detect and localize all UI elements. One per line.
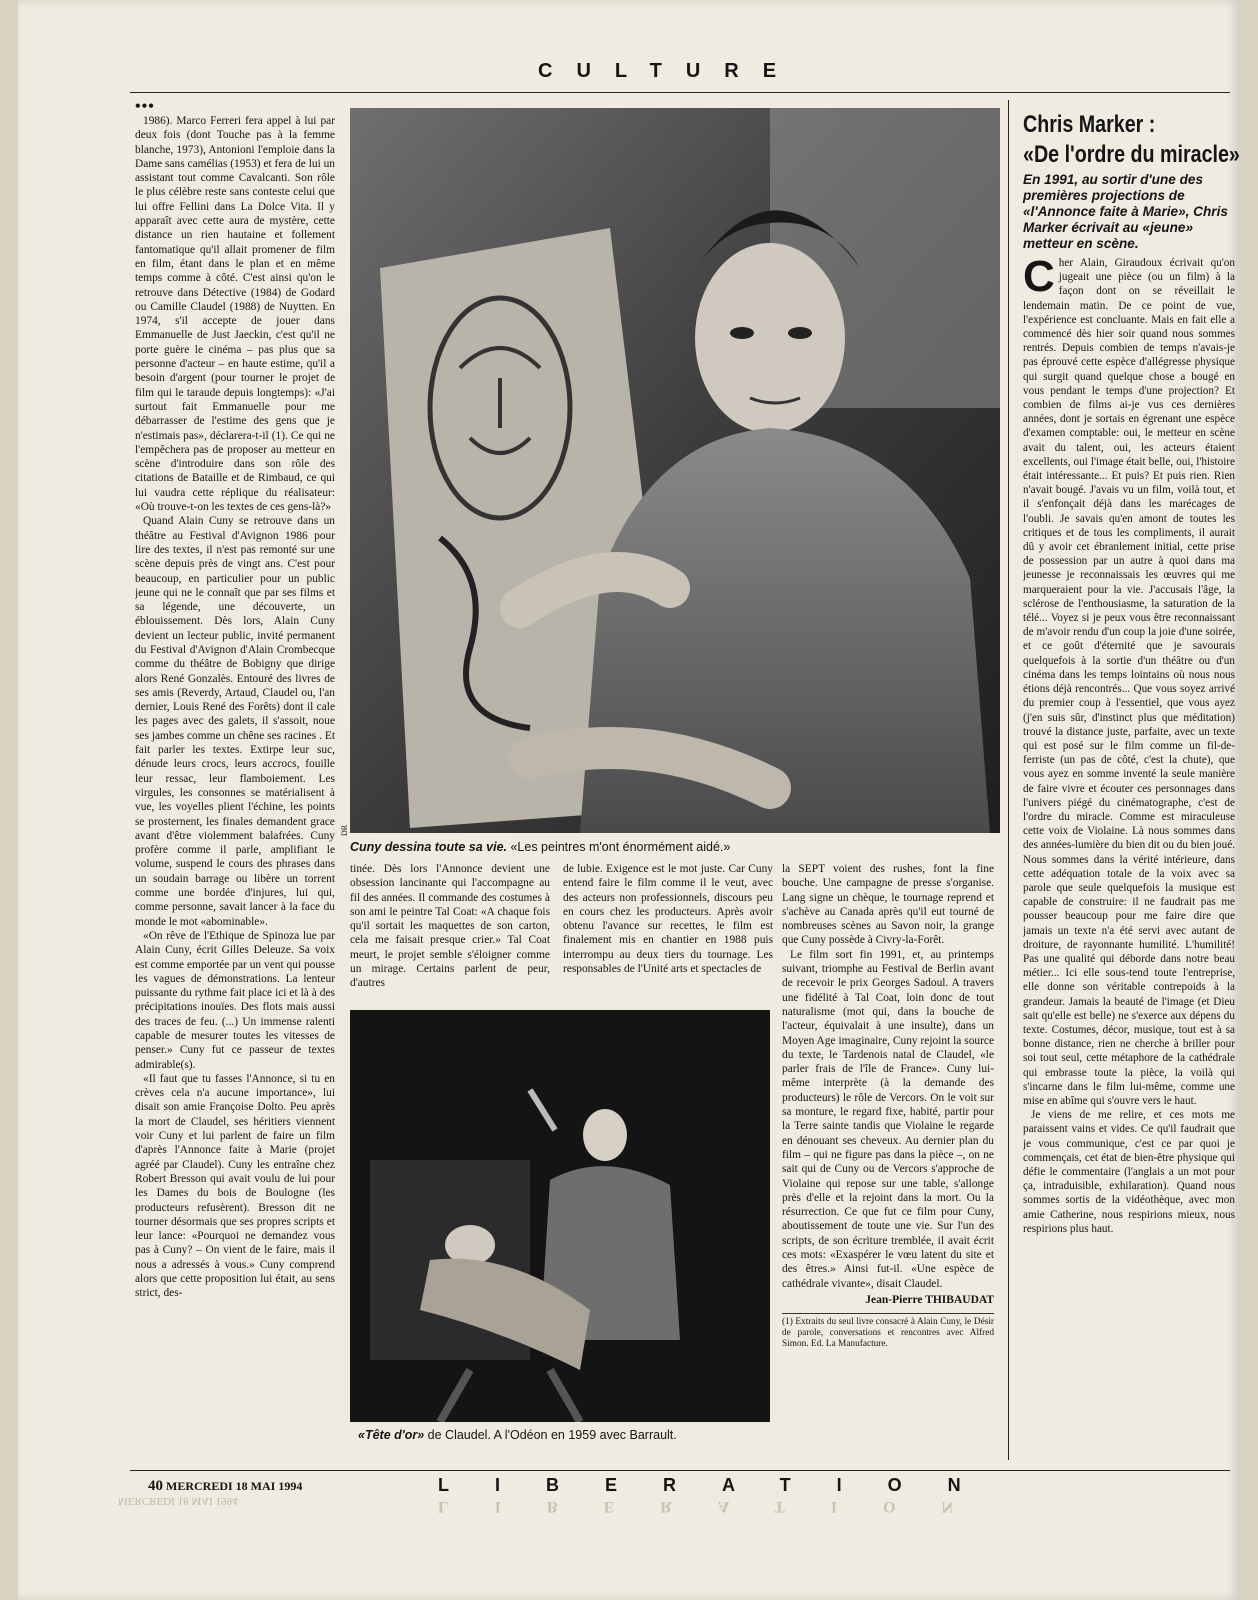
section-header: CULTURE [538,60,801,82]
paragraph: la SEPT voient des rushes, font la fine bouche. Une campagne de presse s'organise. Lang signe un chèque, le tournage reprend et s'achève au Canada après qu'il eut tourné de nombreuses scènes au Savon noir, la grange que Cuny possède à Civry-la-Forêt. [782,863,994,947]
stage-illustration [350,1010,770,1422]
footer-rule [130,1470,1230,1471]
newspaper-page [18,0,1240,1600]
paragraph: 1986). Marco Ferreri fera appel à lui par deux fois (dont Touche pas à la femme blanche, 1973), Antonioni l'emploie dans la Dame sans camélias (1953) et fera de lui un assistant tout comme Cavalcanti. Son rôle le plus célèbre reste sans conteste celui que lui offre Fellini dans La Dolce Vita. Il y apparaît avec cette aura de mystère, cette distance un rien hautaine et follement fantomatique qu'il allait promener de film en film, étant dans le plan et en même temps comme à côté. C'est ainsi qu'on le retrouve dans Détective (1984) de Godard ou Camille Claudel (1988) de Nuytten. En 1974, s'il accepte de jouer dans Emmanuelle de Just Jaeckin, c'est qu'il ne porte guère le cinéma – pas plus que sa personne d'acteur – en haute estime, qu'il a besoin d'argent (pour tourner le projet de film qui le taraude depuis longtemps): «J'ai surtout fait Emmanuelle pour me débarrasser de l'estime des gens que je n'estimais pas», déclarera-t-il (1). Ce qui ne l'empêchera pas de proposer au metteur en scène d'introduire dans son rôle des citations de Bataille et de Rimbaud, ce qui lui vaudra cette réplique du réalisateur: «Où trouve-t-on les textes de ces gens-là?» [135,115,335,514]
sidebar-deck: En 1991, au sortir d'une des premières projections de «l'Annonce faite à Marie», Chris Marker écrivait au «jeune» metteur en scène. [1023,172,1228,251]
article-column-4 [782,862,994,1350]
caption-text: de Claudel. A l'Odéon en 1959 avec Barrault. [424,1428,677,1442]
paragraph: «Il faut que tu fasses l'Annonce, si tu en crèves cela n'a aucune importance», lui disait son amie Françoise Dolto. Peu après la mort de Claudel, ses héritiers viennent voir Cuny et lui parlent de faire un film d'après l'Annonce faite à Marie (projet agréé par Claudel). Cuny les entraîne chez Robert Bresson qui avait voulu de lui pour les Dames du bois de Boulogne (les producteurs refusèrent). Bresson dit ne tourner désormais que ses propres scripts et leur lance: «Pourquoi ne demandez vous pas à Cuny? – On vient de le faire, mais il nous a adressés à vous.» Cuny comprend alors que cette proposition lui était, au sens strict, des- [135,1072,335,1300]
author-signature: Jean-Pierre THIBAUDAT [865,1293,994,1306]
show-through-logo: LIBERATION [438,1498,1000,1515]
sidebar-paragraph: her Alain, Giraudoux écrivait qu'on jugeait une pièce (ou un film) à la façon dont on se réveillait le lendemain matin. De ce point de vue, l'expérience est concluante. Mais en fait elle a commencé dès hier soir quand nous sommes rentrés. Depuis combien de temps n'avais-je pas éprouvé cette espèce d'allégresse physique qui surgit quand quelque chose a bougé en vous pendant le temps d'une projection? Et combien de films ai-je vus ces dernières années, dont je sortais en égrenant une espèce d'examen comptable: oui, le metteur en scène avait du talent, oui, les acteurs étaient excellents, oui l'image était belle, oui, l'histoire était intéressante... Et puis? Et puis rien. Rien n'avait bougé. J'avais vu un film, voilà tout, et il s'enfonçait déjà dans les marécages de l'oubli. Je savais qu'en amont de toutes les critiques et de tous les compliments, il aurait dû y avoir cet ébranlement initial, cette prise de possession par un autre à quoi dans ma jeunesse je reconnaissais les œuvres qui me marqueraient pour la vie. J'accusais l'âge, la sclérose de l'enthousiasme, la saturation de la télé... Voyez si je peux vous être reconnaissant de m'avoir rendu d'un coup la joie d'une soirée, et ce goût d'éternité que je savourais quelquefois à la sortie d'un théâtre ou d'un cinéma dans les temps lointains où nous nous étions déjà rencontrés... Que vous soyez arrivé du premier coup à l'essentiel, que vous ayez (j'en suis sûr, d'instinct plus que méditation) trouvé la distance juste, parfaite, avec un texte qui est posé sur le film comme un fil-de-ferriste (un pas de côté, c'est la chute), que vous ayez en somme inventé la seule manière de faire vivre et écouter ces personnages dans l'univers piégé du cinématographe, c'est de l'ordre du miracle. Comme est miraculeuse cette voix de Violaine. Là nous sommes dans des années-lumière du bien dit ou du bien joué. Nous sommes dans la vérité intérieure, dans cette adéquation totale de la voix avec sa parole que seule quelquefois la musique est capable de construire: il ne faudrait pas me pousser beaucoup pour me faire dire que jamais un texte n'a été servi avec autant de droiture, de rayonnante humilité. L'humilité! Pas une qualité qui déborde dans notre beau métier... Ici elle sous-tend toute l'entreprise, elle donne son véritable contrepoids à la grandeur. Jamais la beauté de l'image (et Dieu sait qu'elle est belle) ne s'exerce aux dépens du texte. Costumes, décor, musique, tout est à sa bonne distance, rien ne cherche à briller pour soi tout seul, cette métaphore de la cathédrale qui embrasse toute la pièce, la voilà qui s'incarne dans le film lui-même, comme une mise en abîme qui s'ouvre vers le haut. [1023,257,1235,1107]
portrait-illustration [350,108,1000,833]
continuation-bullets: ••• [135,100,155,115]
article-column-1 [135,100,335,1460]
newspaper-logo: LIBERATION [438,1475,1007,1495]
article-column-2 [350,862,550,991]
caption-bold: Cuny dessina toute sa vie. [350,840,507,854]
photo-caption-top [350,840,1000,854]
caption-bold: «Tête d'or» [358,1428,425,1442]
article-column-3 [563,862,773,976]
drop-cap: C [1023,256,1055,301]
paragraph: de lubie. Exigence est le mot juste. Car Cuny entend faire le film comme il le veut, avec des acteurs non professionnels, discours peu en cours chez les producteurs. Après avoir obtenu l'avance sur recettes, le film est finalement mis en chantier en 1988 puis interrompu au deux tiers du tournage. Les responsables de l'Unité arts et spectacles de [563,863,773,976]
caption-text: «Les peintres m'ont énormément aidé.» [507,840,731,854]
sidebar-title-line: Chris Marker : [1023,111,1156,138]
paragraph: «On rêve de l'Ethique de Spinoza lue par Alain Cuny, écrit Gilles Deleuze. Sa voix est comme emportée par un vent qui pousse les vagues de démonstrations. La lenteur puissante du rythme fait place ici et là à des précipitations inouïes. Des flots mais aussi des traces de feu. (...) Un immense ralenti capable de mesurer toutes les vitesses de penser.» Cuny fut ce passeur de textes admirable(s). [135,929,335,1071]
paragraph: tinée. Dès lors l'Annonce devient une obsession lancinante qui l'accompagne au fil des années. Il commande des costumes à son ami le peintre Tal Coat: «A chaque fois qu'il sortait les maquettes de son carton, cela me faisait presque crier.» Tal Coat meurt, le projet semble s'éloigner comme un mirage. Certains parlent de peur, d'autres [350,863,550,990]
photo-credit: Lipnitzki-Viollet [360,1344,370,1405]
photo-tete-dor [350,1010,770,1422]
sidebar-body [1023,256,1235,1466]
column-rule [1008,100,1009,1460]
photo-credit: DR [340,824,349,836]
footnote: (1) Extraits du seul livre consacré à Alain Cuny, le Désir de parole, conversations et rencontres avec Alfred Simon. Ed. La Manufacture. [782,1313,994,1350]
photo-caption-bottom [358,1428,778,1442]
paragraph: Le film sort fin 1991, et, au printemps suivant, triomphe au Festival de Berlin avant de recevoir le prix Georges Sadoul. A travers une fidélité à Tal Coat, loin donc de tout naturalisme (mot qui, dans la bouche de l'acteur, équivalait à une insulte), dans un Moyen Age imaginaire, Cuny rejoint la source du texte, le Tardenois natal de Claudel, «le parler frais de l'île de France». Cuny lui-même interprète (à la demande des producteurs) le rôle de Vercors. On le voit sur sa monture, le regard fixe, habité, partir pour la Terre sainte tandis que Violaine le regarde en dénouant ses cheveux. Au dernier plan du film – qui ne figure pas dans la pièce –, on ne sait qui de Cuny ou de Vercors s'approche de Violaine qui repose sur une table, s'allonge près d'elle et la rejoint dans la mort. Ou la résurrection. Ce que fut ce film pour Cuny, aboutissement de toute une vie. Sur l'un des scripts, de son écriture tremblée, il avait écrit ces mots: «Exaspérer le vœu latent du site et des êtres.» Ainsi fut-il. «Une espèce de cathédrale vivante», disait Claudel. [782,948,994,1290]
header-rule [130,92,1230,93]
page-folio [148,1478,302,1495]
issue-date: MERCREDI 18 MAI 1994 [166,1479,303,1493]
sidebar-title-line: «De l'ordre du miracle» [1023,141,1240,168]
page-number: 40 [148,1478,163,1494]
paragraph: Quand Alain Cuny se retrouve dans un théâtre au Festival d'Avignon 1986 pour lire des textes, il n'est pas remonté sur une scène depuis près de vingt ans. C'est pour beaucoup, en particulier pour un public jeune qui ne le connaît que par ses films et sa légende, une découverte, un éblouissement. Dès lors, Alain Cuny devient un lecteur public, invité permanent du Festival d'Avignon d'Alain Crombecque comme du théâtre de Bobigny que dirige alors René Gonzalès. Entouré des livres de ses amis (Reverdy, Artaud, Claudel ou, l'an dernier, Louis René des Forêts) dont il cale les pages avec des galets, il s'assoit, noue ses jambes comme un chêne ses racines . Et fait parler les textes. Extirpe leur suc, dénude leurs crocs, leurs accrocs, fouille leur ressac, leur flamboiement. Les virgules, les consonnes se matérialisent à vue, les voyelles plient l'échine, les points se prosternent, les finales demandent grace avant d'être violemment balafrées. Cuny profère comme il parle, amplifiant le volume, suspend le cours des phrases dans un soudain barrage ou libère un torrent comme une bordée d'injures, lui qui, comme personne, savait lancer à la face du monde le mot «abominable». [135,515,335,928]
sidebar-paragraph: Je viens de me relire, et ces mots me paraissent vains et vides. Ce qu'il faudrait que je vous communique, c'est ce par quoi je commençais, cet état de bien-être physique qui défie le commentaire (l'anglais a un mot pour ça, intraduisible, exhilaration). Quand nous sommes sortis de la vidéothèque, avec mon amie Catherine, nous respirions mieux, nous respirions plus haut. [1023,1109,1235,1235]
show-through-text: MERCREDI 18 MAI 1994 [118,1495,238,1507]
sidebar-title [1023,110,1240,170]
photo-cuny-drawing [350,108,1000,833]
